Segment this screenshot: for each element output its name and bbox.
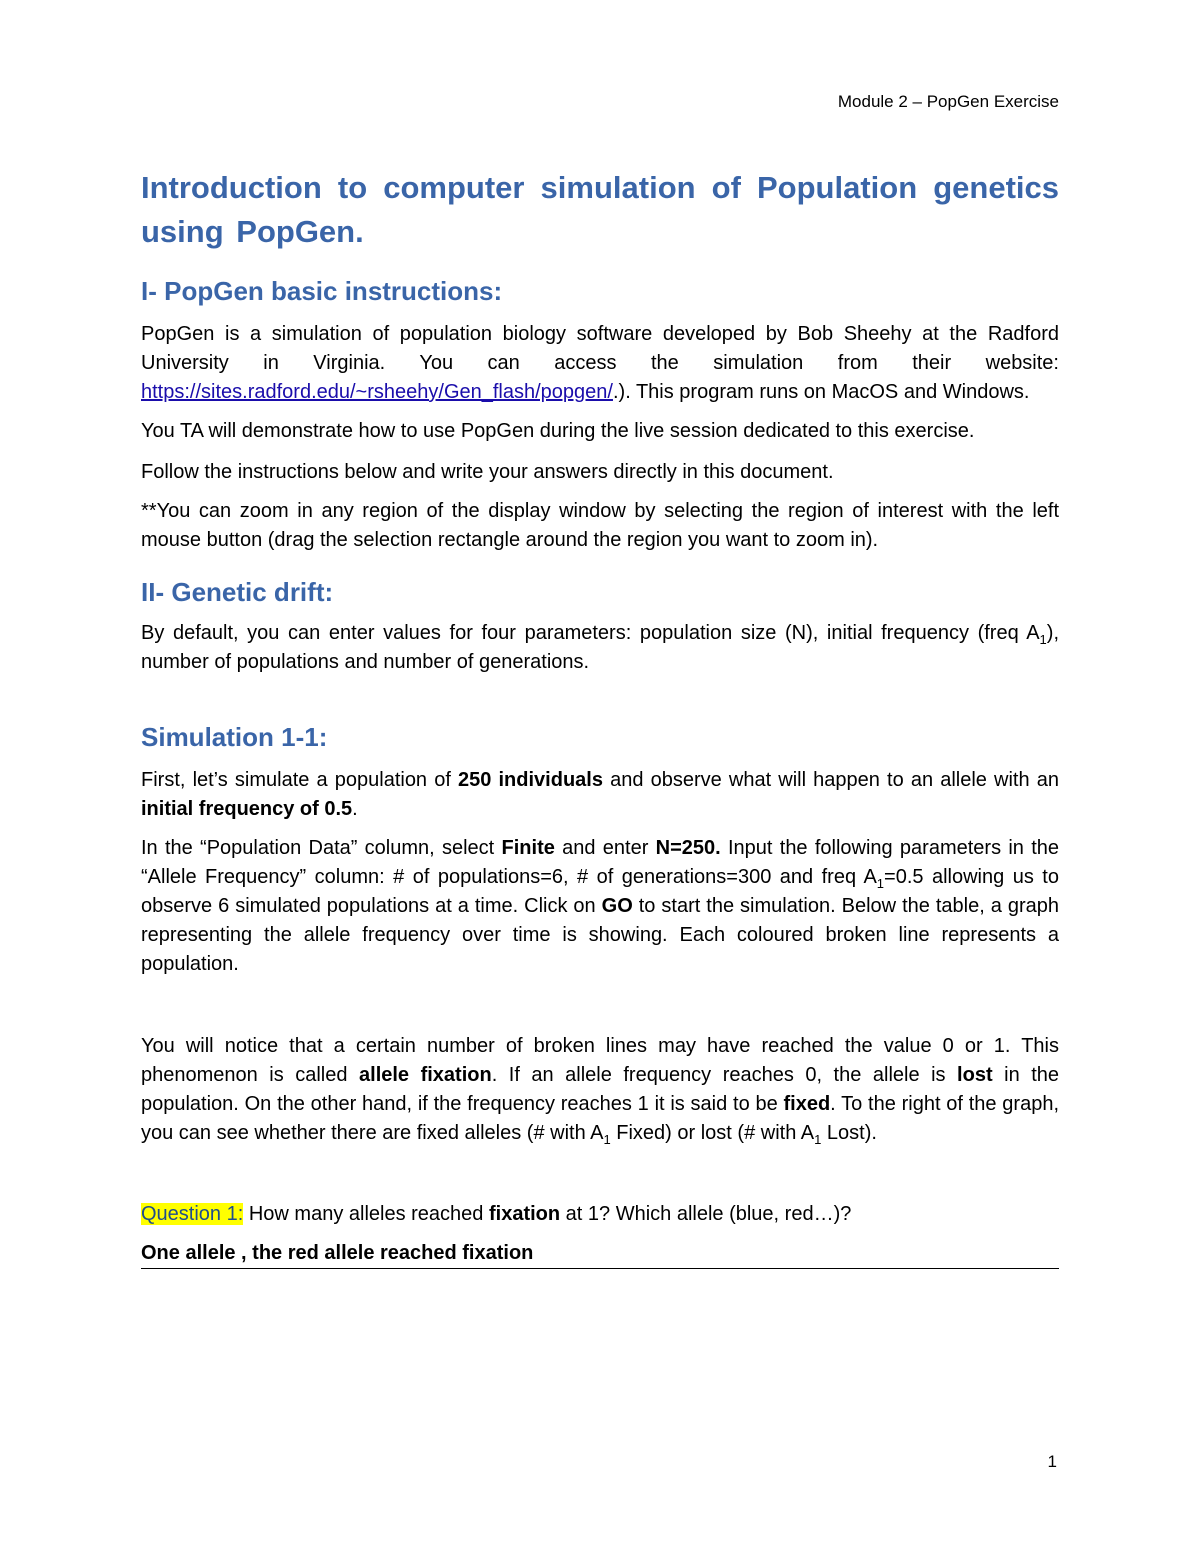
document-title: Introduction to computer simulation of Population genetics using PopGen. [141,170,1059,249]
text-span: to start the simulation. Below the table, a graph representing the allele frequency over time is showing. Each coloured broken line represents a population. [141,895,1059,975]
bold-text: allele fixation [359,1064,492,1086]
bold-text: Finite [501,837,555,859]
paragraph-intro [141,320,1059,407]
text-span: ), number of populations and number of generations. [141,622,1059,673]
paragraph-follow-instructions: Follow the instructions below and write your answers directly in this document. [141,461,834,483]
text-span: and enter [554,837,656,859]
text-span: By default, you can enter values for four parameters: population size (N), initial frequency (freq A [141,622,1040,644]
bold-text: GO [601,895,633,917]
paragraph-ta-demo: You TA will demonstrate how to use PopGen during the live session dedicated to this exercise. [141,420,975,442]
section-number: I- [141,276,165,306]
paragraph-zoom-tip: **You can zoom in any region of the display window by selecting the region of interest with the left mouse button (drag the selection rectangle around the region you want to zoom in). [141,500,1059,551]
page-number: 1 [1047,1452,1057,1471]
text-span: PopGen is a simulation of population biology software developed by Bob Sheehy at the Radford University in Virginia. You can access the simulation from their website: [141,323,1059,374]
section-title: PopGen basic instructions: [164,276,503,306]
text-span: =0.5 allowing us to observe 6 simulated populations at a time. Click on [141,866,1059,917]
bold-text: N=250. [655,837,721,859]
paragraph-allele-fixation [141,1032,1059,1148]
paragraph-population-data [141,834,1059,979]
text-span: First, let’s simulate a population of [141,769,458,791]
bold-text: 250 individuals [458,769,603,791]
text-span: . To the right of the graph, you can see whether there are fixed alleles (# with A [141,1093,1060,1144]
answer-1[interactable]: One allele , the red allele reached fixation [141,1239,1059,1269]
section-heading-genetic-drift [141,575,1059,609]
subscript: 1 [814,1132,822,1147]
bold-text: fixed [783,1093,831,1115]
section-title: Genetic drift: [171,577,334,607]
simulation-heading: Simulation 1-1: [141,722,328,752]
text-span: Lost). [821,1122,877,1144]
text-span: Fixed) or lost (# with A [610,1122,815,1144]
subscript: 1 [1039,632,1047,647]
text-span: .). This program runs on MacOS and Windows. [612,381,1030,403]
page-header: Module 2 – PopGen Exercise [837,92,1059,111]
text-span: . If an allele frequency reaches 0, the allele is [491,1064,958,1086]
page-content [141,166,1059,1269]
text-span: . [352,798,358,820]
bold-text: fixation [488,1203,561,1225]
section-number: II- [141,577,172,607]
text-span: In the “Population Data” column, select [141,837,502,859]
popgen-website-link[interactable]: https://sites.radford.edu/~rsheehy/Gen_flash/popgen/ [141,381,613,403]
section-heading-instructions [141,274,1059,308]
text-span: at 1? Which allele (blue, red…)? [560,1203,852,1225]
question-label: Question 1: [141,1203,244,1225]
text-span: and observe what will happen to an allele with an [602,769,1059,791]
text-span: in the population. On the other hand, if the frequency reaches 1 it is said to be [141,1064,1060,1115]
paragraph-parameters [141,619,1059,677]
paragraph-simulation-setup [141,766,1059,824]
text-span: You will notice that a certain number of broken lines may have reached the value 0 or 1. This phenomenon is called [141,1035,1059,1086]
bold-text: lost [957,1064,993,1086]
text-span: How many alleles reached [243,1203,489,1225]
question-1 [141,1200,1059,1229]
subscript: 1 [876,876,885,891]
bold-text: initial frequency of 0.5 [141,798,353,820]
text-span: Input the following parameters in the “Allele Frequency” column: # of populations=6, # of generations=300 and freq A [141,837,1060,888]
subscript: 1 [603,1132,611,1147]
